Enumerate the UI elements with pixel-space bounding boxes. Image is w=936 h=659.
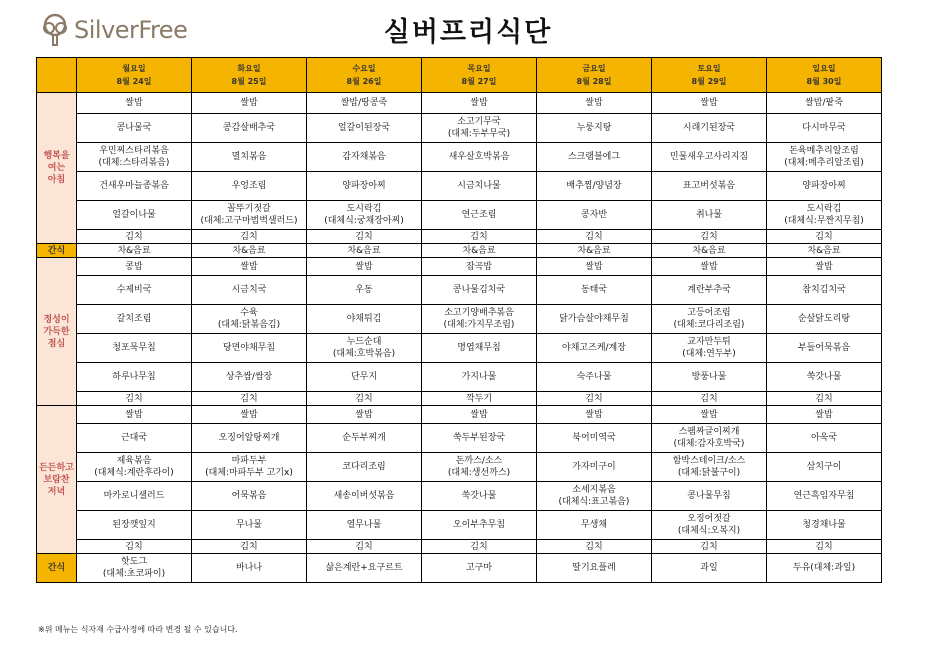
menu-item: 쌀밥/땅콩죽 <box>307 93 422 114</box>
menu-item: 양파장아찌 <box>767 172 882 201</box>
menu-item: 소세지볶음 (대체식:표고볶음) <box>537 482 652 511</box>
menu-item: 도시락김 (대체식:무짠지무침) <box>767 201 882 230</box>
menu-row <box>37 172 882 201</box>
menu-item: 근대국 <box>77 424 192 453</box>
meal-label-line: 행복을 <box>43 151 70 161</box>
menu-item: 얼갈이된장국 <box>307 114 422 143</box>
menu-item: 콩감살배추국 <box>192 114 307 143</box>
day-name: 토요일 <box>697 64 721 73</box>
menu-item: 명엽채무침 <box>422 334 537 363</box>
menu-item: 청경채나물 <box>767 511 882 540</box>
menu-item: 양파장아찌 <box>307 172 422 201</box>
menu-item: 청포묵무침 <box>77 334 192 363</box>
menu-item: 취나물 <box>652 201 767 230</box>
menu-item: 김치 <box>767 540 882 554</box>
menu-item: 마카로니샐러드 <box>77 482 192 511</box>
day-date: 8월 28일 <box>576 77 612 86</box>
menu-item: 계란부추국 <box>652 276 767 305</box>
menu-item: 가자미구이 <box>537 453 652 482</box>
menu-row <box>37 334 882 363</box>
menu-item: 하루나무침 <box>77 363 192 392</box>
menu-item: 순살닭도리탕 <box>767 305 882 334</box>
menu-item: 갈치조림 <box>77 305 192 334</box>
menu-item: 김치 <box>422 540 537 554</box>
menu-row <box>37 276 882 305</box>
menu-item: 연근조림 <box>422 201 537 230</box>
day-header <box>422 58 537 93</box>
day-name: 일요일 <box>812 64 836 73</box>
snack-cell: 차&음료 <box>652 244 767 258</box>
menu-item: 스팸짜글이찌개 (대체:감자호박국) <box>652 424 767 453</box>
meal-label-line: 점심 <box>47 338 66 349</box>
day-date: 8월 27일 <box>461 77 497 86</box>
menu-item: 다시마무국 <box>767 114 882 143</box>
menu-item: 시래기된장국 <box>652 114 767 143</box>
day-header <box>652 58 767 93</box>
menu-item: 시금치나물 <box>422 172 537 201</box>
menu-row <box>37 511 882 540</box>
menu-item: 쌀밥 <box>192 406 307 424</box>
menu-item: 김치 <box>307 540 422 554</box>
menu-item: 김치 <box>77 540 192 554</box>
menu-item: 민물새우고사리지짐 <box>652 143 767 172</box>
menu-item: 북어미역국 <box>537 424 652 453</box>
snack-cell: 딸기요플레 <box>537 554 652 583</box>
menu-item: 돈육메추리알조림 (대체:메추리알조림) <box>767 143 882 172</box>
menu-item: 연근흑임자무침 <box>767 482 882 511</box>
menu-item: 교자만두튀 (대체:연두부) <box>652 334 767 363</box>
menu-item: 방풍나물 <box>652 363 767 392</box>
menu-item: 삼치구이 <box>767 453 882 482</box>
menu-item: 쑥갓나물 <box>767 363 882 392</box>
menu-item: 참치김치국 <box>767 276 882 305</box>
snack-cell: 차&음료 <box>77 244 192 258</box>
menu-item: 코다리조림 <box>307 453 422 482</box>
menu-item: 고등어조림 (대체:코다리조림) <box>652 305 767 334</box>
menu-item: 쌀밥 <box>652 258 767 276</box>
menu-item: 김치 <box>307 230 422 244</box>
menu-item: 김치 <box>537 392 652 406</box>
menu-row <box>37 453 882 482</box>
day-date: 8월 26일 <box>346 77 382 86</box>
snack-cell: 차&음료 <box>192 244 307 258</box>
day-date: 8월 30일 <box>806 77 842 86</box>
day-date: 8월 29일 <box>691 77 727 86</box>
menu-item: 김치 <box>307 392 422 406</box>
menu-row <box>37 143 882 172</box>
menu-item: 오징어젓갈 (대체식:오복지) <box>652 511 767 540</box>
snack-cell: 바나나 <box>192 554 307 583</box>
menu-item: 콩나물국 <box>77 114 192 143</box>
menu-item: 부들어묵볶음 <box>767 334 882 363</box>
menu-item: 콩자반 <box>537 201 652 230</box>
page-title: 실버프리식단 <box>383 17 553 48</box>
meal-plan-table <box>36 57 882 583</box>
menu-item: 우민찌스타리볶음 (대체:스타리볶음) <box>77 143 192 172</box>
menu-row <box>37 305 882 334</box>
menu-item: 콩나물김치국 <box>422 276 537 305</box>
day-header <box>537 58 652 93</box>
day-header <box>192 58 307 93</box>
menu-item: 닭가슴살야채무침 <box>537 305 652 334</box>
day-date: 8월 25일 <box>231 77 267 86</box>
menu-item: 쌀밥/팥죽 <box>767 93 882 114</box>
menu-item: 쌀밥 <box>652 93 767 114</box>
meal-label <box>37 258 77 406</box>
menu-item: 멸치볶음 <box>192 143 307 172</box>
menu-item: 무나물 <box>192 511 307 540</box>
menu-item: 당면야채무침 <box>192 334 307 363</box>
snack-label: 간식 <box>37 554 77 583</box>
menu-item: 오징어알탕찌개 <box>192 424 307 453</box>
menu-item: 김치 <box>192 540 307 554</box>
menu-row <box>37 424 882 453</box>
meal-label-line: 정성이 <box>43 314 70 325</box>
menu-item: 김치 <box>652 392 767 406</box>
menu-item: 쌀밥 <box>537 93 652 114</box>
menu-item: 감자채볶음 <box>307 143 422 172</box>
menu-item: 쌀밥 <box>307 258 422 276</box>
menu-item: 동태국 <box>537 276 652 305</box>
menu-item: 돈까스/소스 (대체:생선까스) <box>422 453 537 482</box>
menu-item: 우동 <box>307 276 422 305</box>
snack-cell: 차&음료 <box>422 244 537 258</box>
day-name: 수요일 <box>352 64 376 73</box>
snack-row <box>37 554 882 583</box>
menu-item: 단무지 <box>307 363 422 392</box>
menu-item: 수육 (대체:닭볶음김) <box>192 305 307 334</box>
menu-item: 쌀밥 <box>767 258 882 276</box>
menu-item: 쌀밥 <box>767 406 882 424</box>
day-header <box>77 58 192 93</box>
day-date: 8월 24일 <box>116 77 152 86</box>
menu-item: 김치 <box>537 230 652 244</box>
menu-item: 스크램블에그 <box>537 143 652 172</box>
menu-item: 도시락김 (대체식:궁채장아찌) <box>307 201 422 230</box>
menu-item: 쌀밥 <box>307 406 422 424</box>
menu-item: 마파두부 (대체:마파두부 고기x) <box>192 453 307 482</box>
menu-item: 김치 <box>422 230 537 244</box>
day-header <box>767 58 882 93</box>
menu-item: 김치 <box>77 392 192 406</box>
snack-cell: 두유(대체:과일) <box>767 554 882 583</box>
menu-item: 아욱국 <box>767 424 882 453</box>
meal-label-line: 보람찬 <box>43 474 70 485</box>
snack-cell: 차&음료 <box>307 244 422 258</box>
menu-item: 잡곡밥 <box>422 258 537 276</box>
menu-item: 쌀밥 <box>422 406 537 424</box>
day-header <box>307 58 422 93</box>
menu-item: 새우살호박볶음 <box>422 143 537 172</box>
menu-item: 우엉조림 <box>192 172 307 201</box>
menu-item: 쌀밥 <box>77 93 192 114</box>
day-name: 금요일 <box>582 64 606 73</box>
menu-item: 깍두기 <box>422 392 537 406</box>
menu-item: 쑥갓나물 <box>422 482 537 511</box>
meal-label-line: 아침 <box>47 175 66 185</box>
menu-item: 야채튀김 <box>307 305 422 334</box>
meal-label <box>37 93 77 244</box>
brand-name: SilverFree <box>74 16 188 44</box>
menu-item: 꼴뚜기젓갈 (대체:고구마범벅샐러드) <box>192 201 307 230</box>
menu-item: 순두부찌개 <box>307 424 422 453</box>
menu-item: 열무나물 <box>307 511 422 540</box>
menu-item: 오이부추무침 <box>422 511 537 540</box>
meal-label-line: 가득한 <box>43 326 70 337</box>
snack-cell: 과일 <box>652 554 767 583</box>
menu-item: 된장깻잎지 <box>77 511 192 540</box>
snack-cell: 핫도그 (대체:초코파이) <box>77 554 192 583</box>
menu-item: 배추찜/양념장 <box>537 172 652 201</box>
header-corner <box>37 58 77 93</box>
menu-item: 쌀밥 <box>77 406 192 424</box>
menu-item: 어묵볶음 <box>192 482 307 511</box>
day-name: 화요일 <box>237 64 261 73</box>
menu-item: 김치 <box>767 392 882 406</box>
menu-item: 쌀밥 <box>192 258 307 276</box>
menu-item: 수제비국 <box>77 276 192 305</box>
meal-label <box>37 406 77 554</box>
menu-item: 얼갈이나물 <box>77 201 192 230</box>
footnote: ※위 메뉴는 식자재 수급사정에 따라 변경 될 수 있습니다. <box>38 625 238 634</box>
menu-item: 쌀밥 <box>652 406 767 424</box>
menu-item: 가지나물 <box>422 363 537 392</box>
menu-item: 쌀밥 <box>192 93 307 114</box>
menu-item: 누드순대 (대체:호박볶음) <box>307 334 422 363</box>
menu-item: 누룽지탕 <box>537 114 652 143</box>
snack-cell: 고구마 <box>422 554 537 583</box>
menu-item: 김치 <box>767 230 882 244</box>
menu-row <box>37 201 882 230</box>
menu-item: 건새우마늘종볶음 <box>77 172 192 201</box>
day-header-row <box>37 58 882 93</box>
menu-item: 쌀밥 <box>537 406 652 424</box>
menu-row <box>37 392 882 406</box>
menu-item: 김치 <box>192 392 307 406</box>
menu-row <box>37 258 882 276</box>
meal-label-line: 여는 <box>47 163 66 173</box>
menu-item: 야채고즈케/계장 <box>537 334 652 363</box>
menu-row <box>37 482 882 511</box>
menu-row <box>37 114 882 143</box>
meal-label-line: 저녁 <box>47 486 66 497</box>
menu-item: 시금치국 <box>192 276 307 305</box>
snack-cell: 삶은계란+요구르트 <box>307 554 422 583</box>
menu-item: 무생채 <box>537 511 652 540</box>
menu-item: 소고기무국 (대체:두부무국) <box>422 114 537 143</box>
day-name: 목요일 <box>467 64 491 73</box>
menu-row <box>37 406 882 424</box>
snack-cell: 차&음료 <box>537 244 652 258</box>
menu-item: 김치 <box>192 230 307 244</box>
snack-cell: 차&음료 <box>767 244 882 258</box>
menu-item: 김치 <box>652 230 767 244</box>
day-name: 월요일 <box>122 64 146 73</box>
menu-item: 콩밥 <box>77 258 192 276</box>
menu-row <box>37 540 882 554</box>
menu-item: 표고버섯볶음 <box>652 172 767 201</box>
meal-label-line: 든든하고 <box>39 462 74 473</box>
menu-item: 숙주나물 <box>537 363 652 392</box>
menu-row <box>37 93 882 114</box>
menu-item: 김치 <box>537 540 652 554</box>
menu-row <box>37 230 882 244</box>
menu-item: 김치 <box>77 230 192 244</box>
snack-label: 간식 <box>37 244 77 258</box>
snack-row <box>37 244 882 258</box>
menu-item: 새송이버섯볶음 <box>307 482 422 511</box>
menu-item: 쌀밥 <box>422 93 537 114</box>
menu-item: 콩나물무침 <box>652 482 767 511</box>
menu-item: 쑥두부된장국 <box>422 424 537 453</box>
menu-item: 소고기양배추볶음 (대체:가지무조림) <box>422 305 537 334</box>
menu-item: 상추쌈/쌈장 <box>192 363 307 392</box>
menu-item: 함박스테이크/소스 (대체:닭불구이) <box>652 453 767 482</box>
menu-row <box>37 363 882 392</box>
menu-item: 쌀밥 <box>537 258 652 276</box>
menu-item: 김치 <box>652 540 767 554</box>
menu-item: 제육볶음 (대체식:계란후라이) <box>77 453 192 482</box>
